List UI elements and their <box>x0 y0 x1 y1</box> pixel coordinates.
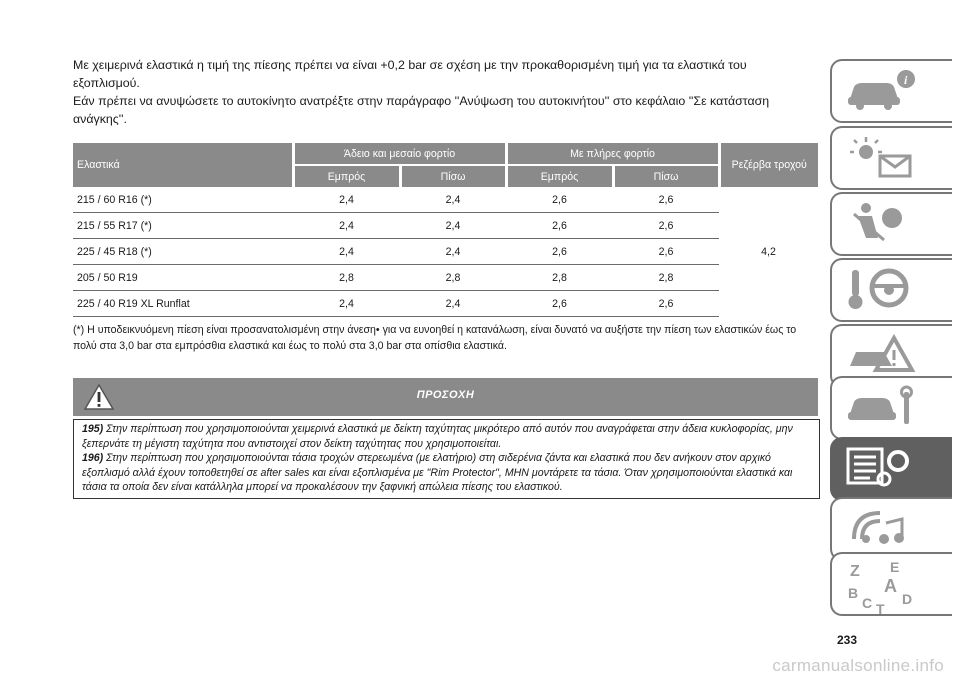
page-number: 233 <box>836 633 857 647</box>
header-tyres: Ελαστικά <box>73 143 293 187</box>
warning-header <box>73 378 818 416</box>
pressure-cell: 2,6 <box>506 239 613 265</box>
table-row <box>73 213 818 239</box>
table-row <box>73 291 818 317</box>
pressure-cell: 2,8 <box>506 265 613 291</box>
technical-data-icon <box>844 443 924 493</box>
header-rear: Πίσω <box>613 165 719 187</box>
index-letter: Z <box>850 563 860 580</box>
tab-starting-driving[interactable] <box>830 258 952 322</box>
index-letter: D <box>902 591 913 607</box>
pressure-cell: 2,6 <box>506 291 613 317</box>
tyre-size-cell: 205 / 50 R19 <box>73 265 293 291</box>
tab-maintenance[interactable] <box>830 376 952 440</box>
spare-wheel-pressure: 4,2 <box>719 187 818 317</box>
index-letter: T <box>876 601 885 616</box>
tab-safety[interactable] <box>830 192 952 256</box>
index-letter: B <box>848 585 859 601</box>
tab-warning-lights[interactable] <box>830 126 952 190</box>
index-letter: E <box>890 559 900 575</box>
warning-item <box>82 422 811 451</box>
pressure-cell: 2,6 <box>613 239 719 265</box>
pressure-cell: 2,4 <box>400 239 506 265</box>
multimedia-icon <box>844 503 924 553</box>
warning-box <box>73 419 820 499</box>
pressure-cell: 2,8 <box>293 265 400 291</box>
warning-item-number: 196) <box>82 452 104 464</box>
pressure-cell: 2,4 <box>293 187 400 213</box>
pressure-cell: 2,6 <box>613 213 719 239</box>
steering-start-icon <box>844 264 924 314</box>
pressure-cell: 2,4 <box>293 239 400 265</box>
pressure-cell: 2,4 <box>400 213 506 239</box>
pressure-cell: 2,4 <box>400 291 506 317</box>
warning-item-text: Στην περίπτωση που χρησιμοποιούνται χειμερινά ελαστικά με δείκτη ταχύτητας μικρότερο από αυτόν που αναγράφεται στην άδεια κυκλοφορίας, μην ξεπερνάτε τη μέγιστη ταχύτητα που αντιστοιχεί στον δείκτη ταχύτητας που χρησιμοποιείται. <box>82 423 793 450</box>
index-letter: C <box>862 595 873 611</box>
table-row <box>73 239 818 265</box>
warning-title: ΠΡΟΣΟΧΗ <box>416 389 475 401</box>
pressure-cell: 2,6 <box>506 213 613 239</box>
intro-text <box>73 56 813 128</box>
intro-paragraph-winter: Με χειμερινά ελαστικά η τιμή της πίεσης πρέπει να είναι +0,2 bar σε σχέση με την προκαθορισμένη τιμή για τα ελαστικά του εξοπλισμού. <box>73 58 747 90</box>
tyre-size-cell: 215 / 60 R16 (*) <box>73 187 293 213</box>
emergency-icon <box>844 330 924 380</box>
tyre-size-cell: 225 / 40 R19 XL Runflat <box>73 291 293 317</box>
header-rear: Πίσω <box>400 165 506 187</box>
maintenance-icon <box>844 382 924 432</box>
pressure-cell: 2,8 <box>613 265 719 291</box>
watermark: carmanualsonline.info <box>772 656 944 675</box>
table-row <box>73 187 818 213</box>
pressure-cell: 2,8 <box>400 265 506 291</box>
pressure-cell: 2,4 <box>400 187 506 213</box>
tyre-size-cell: 225 / 45 R18 (*) <box>73 239 293 265</box>
header-front: Εμπρός <box>293 165 400 187</box>
pressure-cell: 2,6 <box>506 187 613 213</box>
tyre-size-cell: 215 / 55 R17 (*) <box>73 213 293 239</box>
header-empty-load: Άδειο και μεσαίο φορτίο <box>293 143 506 165</box>
table-row <box>73 265 818 291</box>
pressure-cell: 2,4 <box>293 213 400 239</box>
header-front: Εμπρός <box>506 165 613 187</box>
footnote: (*) Η υποδεικνυόμενη πίεση είναι προσανατολισμένη στην άνεση• για να ευνοηθεί η κατανάλωση, είναι δυνατό να αυξήστε την πίεση των ελαστικών έως το πολύ στα 3,0 bar στα εμπρόσθια ελαστικά και έως το πολύ στα 3,0 bar στα οπίσθια ελαστικά. <box>73 324 797 352</box>
index-icon <box>844 558 924 616</box>
warning-lights-icon <box>844 132 924 182</box>
pressure-cell: 2,6 <box>613 187 719 213</box>
svg-text:i: i <box>904 73 908 87</box>
pressure-cell: 2,6 <box>613 291 719 317</box>
tab-index[interactable] <box>830 552 952 616</box>
safety-airbag-icon <box>844 198 924 248</box>
header-spare-wheel: Ρεζέρβα τροχού <box>719 143 818 187</box>
tab-car-info[interactable] <box>830 59 952 123</box>
tyre-pressure-table <box>73 143 818 317</box>
warning-item-number: 195) <box>82 423 104 435</box>
car-info-icon <box>844 65 924 115</box>
pressure-cell: 2,4 <box>293 291 400 317</box>
tab-technical-data[interactable] <box>830 437 952 501</box>
warning-item <box>82 451 811 495</box>
index-letter: A <box>884 576 897 596</box>
warning-item-text: Στην περίπτωση που χρησιμοποιούνται τάσια τροχών στερεωμένα (με ελατήριο) στη σιδερένια ζάντα και ελαστικά που δεν ανήκουν στον αρχικό εξοπλισμό αλλά έχουν τοποθετηθεί σε after sales και είναι εξοπλισμένα με "Rim Protector", ΜΗΝ μοντάρετε τα τάσια. Όταν χρησιμοποιούνται ελαστικά και τάσια τα οποία δεν είναι κατάλληλα μπορεί να προκαλέσουν την ξαφνική απώλεια πίεσης του ελαστικού. <box>82 452 793 493</box>
header-full-load: Με πλήρες φορτίο <box>506 143 719 165</box>
intro-paragraph-lifting: Εάν πρέπει να ανυψώσετε το αυτοκίνητο ανατρέξτε στην παράγραφο ''Ανύψωση του αυτοκινήτου'' στο κεφάλαιο ''Σε κατάσταση ανάγκης''. <box>73 94 770 126</box>
